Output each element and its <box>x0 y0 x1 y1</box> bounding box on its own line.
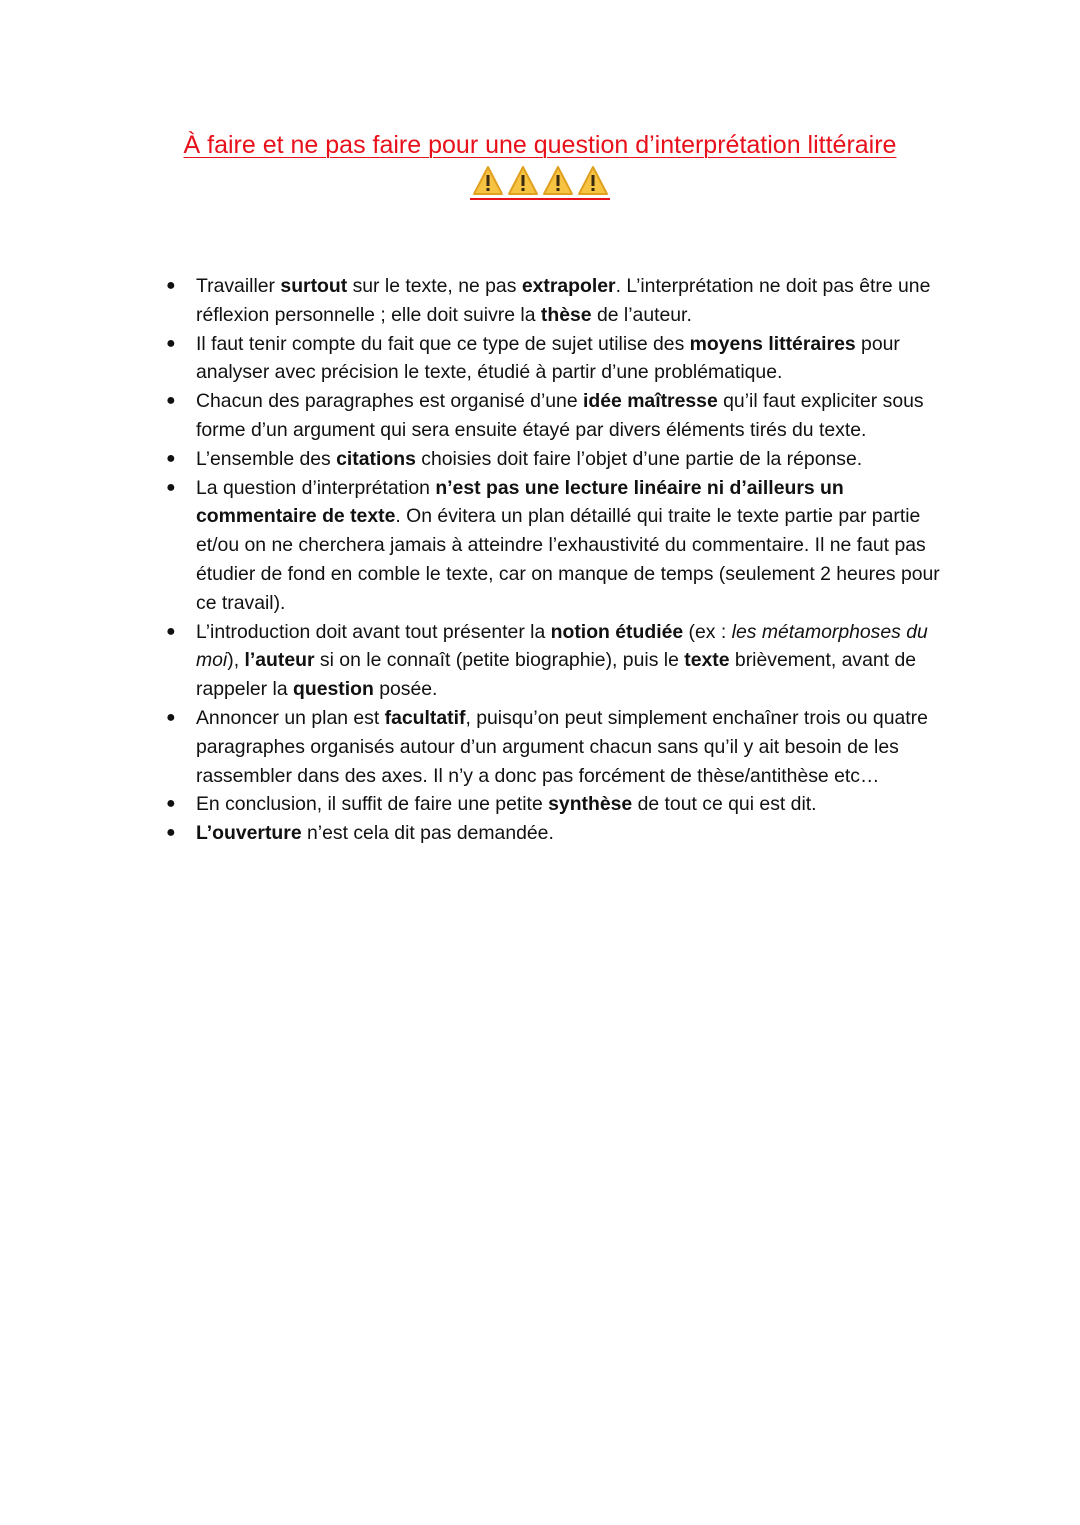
list-item: ● Il faut tenir compte du fait que ce type de sujet utilise des moyens littéraires pour analyser avec précision le texte, étudié à partir d’une problématique. <box>164 330 964 388</box>
bullet-icon: ● <box>166 795 176 813</box>
list-item: ● Travailler surtout sur le texte, ne pas extrapoler. L’interprétation ne doit pas être une réflexion personnelle ; elle doit suivre la thèse de l’auteur. <box>164 272 964 330</box>
bullet-icon: ● <box>166 277 176 294</box>
list-item: ● La question d’interprétation n’est pas une lecture linéaire ni d’ailleurs un commentaire de texte. On évitera un plan détaillé qui traite le texte partie par partie et/ou on ne cherchera jamais à atteindre l’exhaustivité du commentaire. Il ne faut pas étudier de fond en comble le texte, car on manque de temps (seulement 2 heures pour ce travail). <box>164 474 964 618</box>
list-item: ● L’ensemble des citations choisies doit faire l’objet d’une partie de la réponse. <box>164 445 964 474</box>
advice-list <box>164 272 964 848</box>
list-item: ● Chacun des paragraphes est organisé d’une idée maîtresse qu’il faut expliciter sous forme d’un argument qui sera ensuite étayé par divers éléments tirés du texte. <box>164 387 964 445</box>
list-item: ● En conclusion, il suffit de faire une petite synthèse de tout ce qui est dit. <box>164 790 964 819</box>
warning-icon <box>472 164 504 198</box>
bullet-icon: ● <box>166 392 176 410</box>
page-title: À faire et ne pas faire pour une question d’interprétation littéraire <box>183 131 897 159</box>
warning-icon <box>542 164 574 198</box>
bullet-icon: ● <box>166 824 176 842</box>
bullet-icon: ● <box>166 708 176 726</box>
list-item: ● Annoncer un plan est facultatif, puisqu’on peut simplement enchaîner trois ou quatre paragraphes organisés autour d’un argument chacun sans qu’il y ait besoin de les rassembler dans des axes. Il n’y a donc pas forcément de thèse/antithèse etc… <box>164 704 964 790</box>
list-item: ● L’ouverture n’est cela dit pas demandée. <box>164 819 964 848</box>
warning-icon <box>577 164 609 198</box>
warning-underline <box>470 198 610 200</box>
title-block <box>100 128 980 200</box>
bullet-icon: ● <box>166 478 176 496</box>
bullet-icon: ● <box>166 622 176 640</box>
bullet-icon: ● <box>166 334 176 352</box>
warning-icon <box>507 164 539 198</box>
list-item: ● L’introduction doit avant tout présenter la notion étudiée (ex : les métamorphoses du moi), l’auteur si on le connaît (petite biographie), puis le texte brièvement, avant de rappeler la question posée. <box>164 618 964 704</box>
bullet-icon: ● <box>166 449 176 467</box>
